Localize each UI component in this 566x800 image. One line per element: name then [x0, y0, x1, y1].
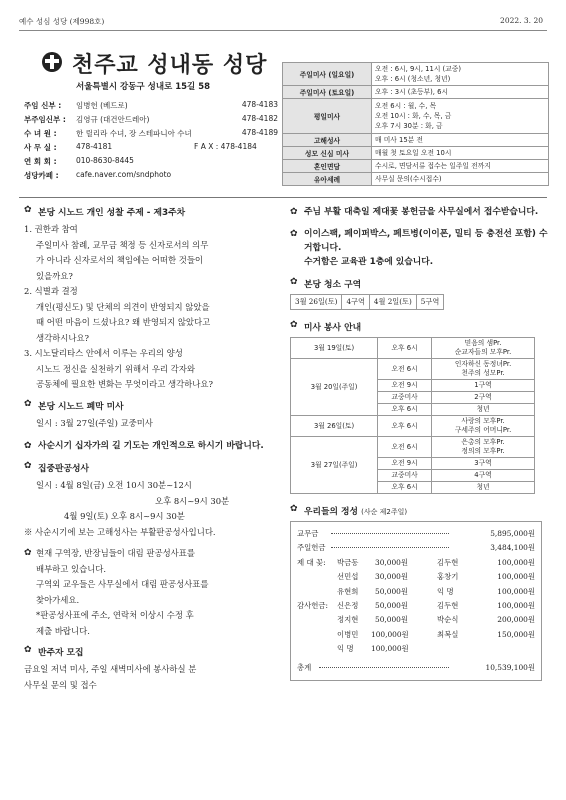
- service-group: 3구역: [432, 458, 535, 470]
- donor-name: 신은정: [337, 600, 359, 610]
- service-group-text: 은총의 모후Pr. 정의의 모후Pr.: [461, 438, 505, 455]
- bulletin-number: 예수 성심 성당 (제998호): [19, 17, 105, 26]
- section-title: [24, 205, 286, 218]
- bulletin-date: 2022. 3. 20: [500, 16, 543, 25]
- flower-icon: ✿: [290, 504, 298, 514]
- question-heading: 2. 식별과 결정: [24, 286, 78, 296]
- closing-mass-date: 일시 : 3월 27일(주일) 교중미사: [36, 417, 153, 428]
- service-time: 오후 6시: [378, 416, 432, 437]
- schedule-row: [283, 147, 549, 160]
- donor-amount: 100,000원: [371, 644, 409, 654]
- service-row: [291, 416, 535, 437]
- easter-flower-notice: [290, 205, 548, 219]
- schedule-key: 고해성사: [283, 134, 372, 147]
- confession-line: 4월 9일(토) 오후 8시~9시 30분: [64, 511, 185, 521]
- donor-amount: 150,000원: [497, 629, 535, 639]
- service-time: 오후 6시: [378, 482, 432, 494]
- offering-line: [297, 541, 535, 555]
- offering-total-line: [297, 661, 535, 675]
- service-group: [432, 359, 535, 380]
- service-group: 청년: [432, 404, 535, 416]
- donor-name: 홍창기: [437, 572, 459, 582]
- contact-value: 478-4181: [76, 142, 113, 151]
- donor-amount: 30,000원: [375, 572, 408, 582]
- schedule-line: 오후 : 6시 (청소년, 청년): [375, 75, 451, 83]
- schedule-key: 유아세례: [283, 173, 372, 186]
- donor-name: 정지현: [337, 615, 359, 625]
- contact-label: 연 회 회 :: [24, 157, 57, 166]
- notice-text: 주님 부활 대축일 제대꽃 봉헌금을 사무실에서 접수받습니다.: [304, 207, 539, 217]
- flower-icon: ✿: [290, 320, 298, 330]
- service-date: 3월 26일(토): [291, 416, 378, 437]
- service-time: 오전 9시: [378, 458, 432, 470]
- service-date: 3월 27일(주일): [291, 437, 378, 494]
- donor-line: [297, 628, 535, 642]
- schedule-value: [372, 99, 549, 134]
- section-title: [290, 320, 548, 333]
- contact-row: [24, 156, 278, 170]
- service-group-text: 사랑의 모후Pr. 구세주의 어머니Pr.: [454, 417, 512, 434]
- question-text: 있을까요?: [36, 270, 73, 281]
- notice-line: 찾아가세요.: [36, 594, 80, 605]
- contact-phone: 478-4189: [241, 128, 278, 137]
- section-title: [24, 399, 286, 412]
- section-divider: [19, 197, 547, 198]
- contact-label: 주임 신부 :: [24, 101, 62, 110]
- flower-icon: ✿: [24, 205, 32, 215]
- confession-schedule: [24, 478, 286, 540]
- schedule-value: [372, 173, 549, 186]
- schedule-row: [283, 134, 549, 147]
- contact-value: 임병헌 (베드로): [76, 101, 128, 110]
- donor-amount: 50,000원: [375, 586, 408, 596]
- service-group: [432, 338, 535, 359]
- confession-note: ※ 사순시기에 보는 고해성사는 부활판공성사입니다.: [24, 526, 216, 537]
- mass-service-table: [290, 337, 535, 494]
- cleaning-row: [291, 295, 444, 310]
- donor-name: 익 명: [337, 644, 354, 654]
- service-time: 교중미사: [378, 392, 432, 404]
- service-row: [291, 359, 535, 380]
- flower-icon: ✿: [290, 229, 298, 239]
- flower-icon: ✿: [24, 441, 32, 451]
- schedule-row: [283, 173, 549, 186]
- donor-name: 익 명: [437, 586, 454, 596]
- schedule-value: [372, 147, 549, 160]
- recycling-notice: [290, 227, 548, 269]
- notice-line: 구역외 교우들은 사무실에서 대림 판공성사표를: [36, 579, 209, 589]
- section-title-text: 본당 시노드 폐막 미사: [38, 401, 124, 412]
- question-text: 주일미사 참례, 교무금 책정 등 신자로서의 의무: [36, 239, 209, 250]
- offering-amount: 3,484,100원: [490, 543, 535, 553]
- service-time: 교중미사: [378, 470, 432, 482]
- service-time: 오전 6시: [378, 359, 432, 380]
- section-title-text: 반주자 모집: [38, 648, 84, 658]
- schedule-key: 혼인면담: [283, 160, 372, 173]
- contact-row: [24, 142, 278, 156]
- section-title: [24, 461, 286, 474]
- service-group: 청년: [432, 482, 535, 494]
- question-text: 시노드 정신을 실천하기 위해서 우리 각자와: [36, 363, 195, 374]
- question-heading: 1. 권한과 참여: [24, 224, 78, 234]
- contact-row: [24, 114, 278, 128]
- question-text: 공동체에 필요한 변화는 무엇이라고 생각하나요?: [36, 379, 213, 389]
- schedule-line: 매 미사 15분 전: [375, 136, 423, 144]
- schedule-key: 성모 신심 미사: [283, 147, 372, 160]
- schedule-value: [372, 63, 549, 86]
- flower-icon: ✿: [24, 548, 32, 558]
- question-text: 가 아니라 신자로서의 책임에는 어떠한 것들이: [36, 255, 204, 265]
- service-group-text: 인자하신 동정녀Pr. 천주의 성모Pr.: [454, 360, 512, 377]
- flower-icon: ✿: [290, 207, 298, 217]
- contact-phone: 478-4182: [241, 114, 278, 123]
- section-title-text: 집중판공성사: [38, 464, 89, 474]
- cleaning-zone: 5구역: [416, 295, 443, 310]
- offering-label: 주일헌금: [297, 543, 326, 553]
- cross-logo-icon: [42, 52, 62, 72]
- notice-line: 금요일 저녁 미사, 주일 새벽미사에 봉사하실 분: [24, 664, 197, 674]
- dot-leader: [331, 533, 449, 534]
- schedule-value: [372, 86, 549, 99]
- church-name: 천주교 성내동 성당: [72, 52, 268, 78]
- schedule-key: 평일미사: [283, 99, 372, 134]
- offering-line: [297, 527, 535, 541]
- donor-amount: 100,000원: [497, 557, 535, 567]
- section-subtitle: (사순 제2주일): [361, 508, 408, 516]
- mass-schedule-table: [282, 62, 549, 186]
- confession-card-notice: [24, 546, 286, 639]
- donor-line: [297, 585, 535, 599]
- schedule-value: [372, 160, 549, 173]
- church-address: 서울특별시 강동구 성내로 15길 58: [76, 82, 211, 92]
- section-title: [290, 277, 548, 290]
- schedule-row: [283, 160, 549, 173]
- cleaning-date: 4월 2일(토): [369, 295, 416, 310]
- donor-amount: 100,000원: [497, 600, 535, 610]
- total-label: 총계: [297, 662, 312, 672]
- dot-leader: [319, 667, 449, 668]
- notice-line: 배부하고 있습니다.: [36, 563, 107, 574]
- contact-fax: F A X : 478-4184: [194, 142, 257, 151]
- contact-list: [24, 100, 278, 184]
- service-group-text: 믿음의 샘Pr. 순교자들의 모후Pr.: [454, 339, 512, 356]
- contact-row: [24, 170, 278, 184]
- schedule-line: 수시로, 면담서류 접수는 일주일 전까지: [375, 162, 491, 170]
- offering-label: 교무금: [297, 529, 319, 538]
- donor-line: [297, 642, 535, 656]
- service-row: [291, 338, 535, 359]
- section-title-text: 우리들의 정성: [304, 507, 359, 517]
- donor-name: 유현희: [337, 586, 359, 596]
- donor-line: [297, 570, 535, 584]
- section-title-text: 미사 봉사 안내: [304, 323, 362, 333]
- cleaning-date: 3월 26일(토): [291, 295, 342, 310]
- donor-amount: 200,000원: [497, 615, 535, 625]
- right-column: [290, 205, 548, 681]
- service-group: 4구역: [432, 470, 535, 482]
- question-text: 때 어떤 마음이 드셨나요? 왜 반영되지 않았다고: [36, 317, 211, 327]
- notice-text: 이이스팩, 페이퍼박스, 페트병(이이폰, 밀티 등 충전선 포함) 수거합니다.: [304, 229, 548, 253]
- schedule-line: 오후 : 3시 (초등부), 6시: [375, 88, 449, 96]
- donor-line: [297, 599, 535, 613]
- donor-name: 이병민: [337, 629, 359, 639]
- service-time: 오전 6시: [378, 437, 432, 458]
- service-time: 오전 9시: [378, 380, 432, 392]
- contact-value: 김영규 (대건안드레아): [76, 115, 150, 124]
- offering-summary: [290, 521, 542, 681]
- schedule-key: 주일미사 (토요일): [283, 86, 372, 99]
- cleaning-table: [290, 294, 444, 310]
- section-title-text: 사순시기 십자가의 길 기도는 개인적으로 하시기 바랍니다.: [38, 441, 264, 451]
- schedule-line: 오전 : 6시, 9시, 11시 (교중): [375, 65, 461, 73]
- donor-name: 김두현: [437, 557, 459, 567]
- dot-leader: [331, 547, 449, 548]
- notice-line: 사무실 문의 및 접수: [24, 679, 97, 690]
- donor-name: 박순식: [437, 615, 459, 625]
- flower-icon: ✿: [24, 398, 32, 409]
- contact-label: 사 무 실 :: [24, 143, 57, 152]
- donor-amount: 50,000원: [375, 600, 408, 610]
- flower-icon: ✿: [24, 461, 32, 471]
- schedule-line: 오후 7시 30분 : 화, 금: [375, 122, 443, 130]
- donor-category: 감사헌금:: [297, 600, 329, 610]
- donor-line: [297, 556, 535, 570]
- donor-amount: 100,000원: [497, 572, 535, 582]
- donor-name: 김두현: [437, 600, 459, 610]
- service-time: 오후 6시: [378, 338, 432, 359]
- donor-amount: 100,000원: [497, 586, 535, 596]
- donor-category: 제 대 꽃:: [297, 557, 326, 567]
- notice-line: 현재 구역장, 반장님들이 대림 판공성사표를: [36, 548, 195, 558]
- schedule-value: [372, 134, 549, 147]
- schedule-row: [283, 63, 549, 86]
- flower-icon: ✿: [24, 645, 32, 655]
- left-column: [24, 205, 286, 693]
- confession-line: 오후 8시~9시 30분: [155, 495, 230, 506]
- donor-amount: 30,000원: [375, 557, 408, 567]
- contact-row: [24, 100, 278, 114]
- schedule-line: 오전 10시 : 화, 수, 목, 금: [375, 112, 452, 120]
- notice-line: 제출 바랍니다.: [36, 625, 90, 636]
- notice-text: 수거함은 교육관 1층에 있습니다.: [304, 257, 434, 267]
- donor-name: 박금동: [337, 557, 359, 567]
- service-group: [432, 416, 535, 437]
- contact-label: 부주임신부 :: [24, 115, 66, 124]
- service-row: [291, 437, 535, 458]
- question-heading: 3. 시노달리타스 안에서 이루는 우리의 양성: [24, 348, 183, 358]
- donor-line: [297, 613, 535, 627]
- section-title-text: 본당 시노드 개인 성찰 주제 - 제3주차: [38, 208, 186, 218]
- accompanist-notice: [24, 662, 286, 693]
- cafe-link[interactable]: cafe.naver.com/sndphoto: [76, 170, 172, 179]
- service-date: 3월 20일(주일): [291, 359, 378, 416]
- synod-questions: [24, 222, 286, 393]
- service-group: 2구역: [432, 392, 535, 404]
- donor-name: 최복실: [437, 629, 459, 639]
- section-title: [24, 439, 286, 453]
- schedule-key: 주일미사 (일요일): [283, 63, 372, 86]
- contact-label: 성당카페 :: [24, 171, 59, 180]
- schedule-row: [283, 86, 549, 99]
- service-group: 1구역: [432, 380, 535, 392]
- service-date: 3월 19일(토): [291, 338, 378, 359]
- section-title: [290, 504, 548, 517]
- schedule-line: 사무실 문의(수시접수): [375, 175, 442, 183]
- service-group: [432, 437, 535, 458]
- question-text: 생각하시나요?: [36, 332, 90, 343]
- cleaning-zone: 4구역: [342, 295, 369, 310]
- schedule-row: [283, 99, 549, 134]
- section-title-text: 본당 청소 구역: [304, 280, 362, 290]
- donor-name: 선민섭: [337, 572, 359, 582]
- header-rule: [19, 30, 547, 31]
- donor-amount: 100,000원: [371, 629, 409, 639]
- schedule-line: 매월 첫 토요일 오전 10시: [375, 149, 452, 157]
- total-amount: 10,539,100원: [485, 662, 535, 672]
- question-text: 개인(평신도) 및 단체의 의견이 반영되지 않았을: [36, 301, 210, 312]
- contact-value: 010-8630-8445: [76, 156, 134, 165]
- section-title: [24, 645, 286, 658]
- contact-label: 수 녀 원 :: [24, 129, 57, 138]
- service-time: 오후 6시: [378, 404, 432, 416]
- notice-line: *판공성사표에 주소, 연락처 이상시 수정 후: [36, 610, 194, 620]
- offering-amount: 5,895,000원: [490, 529, 535, 538]
- contact-value: 한 릴리라 수녀, 장 스테파니아 수녀: [76, 129, 192, 138]
- confession-line: 일시 : 4월 8일(금) 오전 10시 30분~12시: [36, 480, 192, 490]
- donor-amount: 50,000원: [375, 615, 408, 625]
- contact-phone: 478-4183: [241, 100, 278, 109]
- contact-row: [24, 128, 278, 142]
- schedule-line: 오전 6시 : 월, 수, 목: [375, 102, 437, 110]
- flower-icon: ✿: [290, 277, 298, 287]
